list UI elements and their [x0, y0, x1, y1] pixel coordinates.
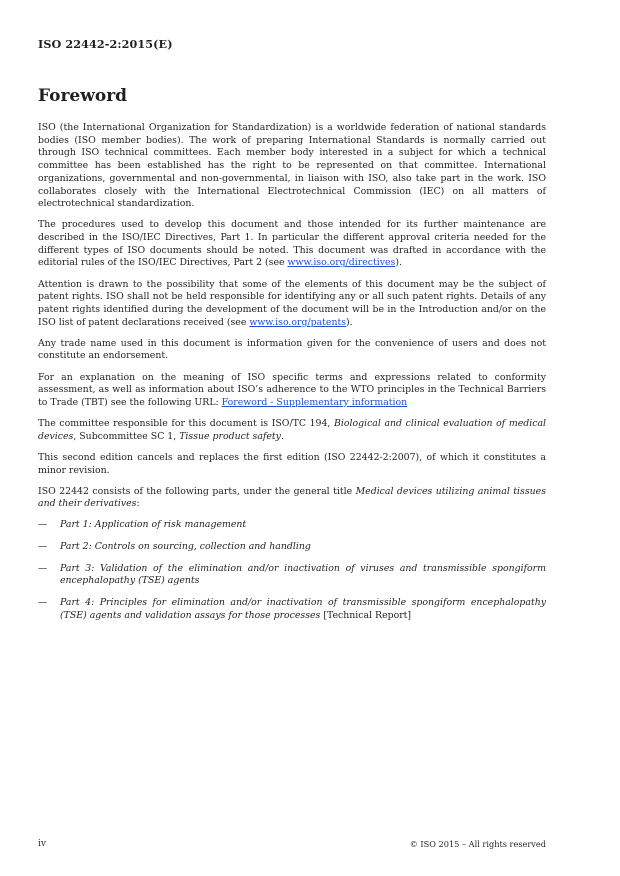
directives-link[interactable]: www.iso.org/directives: [287, 257, 396, 269]
list-item-text: [60, 563, 546, 588]
patents-link[interactable]: www.iso.org/patents: [249, 316, 347, 328]
paragraph-parts-intro: [38, 486, 546, 511]
document-id-header: ISO 22442-2:2015(E): [38, 37, 173, 51]
page-number: iv: [38, 839, 46, 849]
paragraph-iso-intro: ISO (the International Organization for Standardization) is a worldwide federation of national standards bodies (ISO member bodies). The work of preparing International Standards is normally carried out through ISO technical committees. Each member body interested in a subject for which a technical committee has been established has the right to be represented on that committee. International organizations, governmental and non-governmental, in liaison with ISO, also take part in the work. ISO collaborates closely with the International Electrotechnical Commission (IEC) on all matters of electrotechnical standardization.: [38, 122, 546, 210]
paragraph-text: :: [136, 498, 140, 510]
part-suffix: [Technical Report]: [320, 609, 412, 621]
list-item-text: [60, 541, 546, 554]
supplementary-info-link[interactable]: Foreword - Supplementary information: [221, 396, 408, 408]
subcommittee-name: Tissue product safety: [179, 430, 281, 442]
part-title: Part 2: Controls on sourcing, collection and handling: [60, 541, 311, 552]
list-item-text: [60, 519, 546, 532]
paragraph-text: .: [280, 430, 284, 442]
paragraph-procedures: [38, 219, 546, 270]
list-item: [38, 597, 546, 622]
general-title: Medical devices utilizing animal tissues and their derivatives: [38, 485, 546, 510]
em-dash-bullet: —: [38, 562, 48, 574]
paragraph-text: For an explanation on the meaning of ISO specific terms and expressions related to conformity assessment, as well as information about ISO’s adherence to the WTO principles in the Technical Barriers to Trade (TBT) see the following URL:: [38, 371, 546, 408]
list-item: [38, 563, 546, 588]
paragraph-trade-name: Any trade name used in this document is information given for the convenience of users and does not constitute an endorsement.: [38, 337, 546, 362]
part-title: Part 1: Application of risk management: [60, 519, 247, 531]
list-item: [38, 541, 546, 554]
list-item-text: [60, 597, 546, 622]
paragraph-text: Attention is drawn to the possibility that some of the elements of this document may be the subject of patent rights. ISO shall not be held responsible for identifying any or all such patent rights. Details of any patent rights identified during the development of the document will be in the Introduction and/or on the ISO list of patent declarations received (see: [38, 278, 546, 328]
paragraph-committee: [38, 418, 546, 443]
em-dash-bullet: —: [38, 596, 48, 608]
committee-name: Biological and clinical evaluation of medical devices: [38, 418, 546, 442]
paragraph-conformity: [38, 372, 546, 410]
page-title: Foreword: [38, 86, 128, 106]
paragraph-edition: This second edition cancels and replaces the first edition (ISO 22442-2:2007), of which it constitutes a minor revision.: [38, 451, 546, 476]
foreword-body: [38, 122, 546, 631]
part-title: Part 4: Principles for elimination and/or inactivation of transmissible spongiform encephalopathy (TSE) agents and validation assays for those processes: [60, 596, 546, 621]
paragraph-patents: [38, 279, 546, 330]
em-dash-bullet: —: [38, 541, 48, 552]
paragraph-text: ).: [395, 257, 402, 269]
paragraph-text: , Subcommittee SC 1,: [73, 430, 180, 442]
em-dash-bullet: —: [38, 519, 48, 531]
paragraph-text: ).: [346, 316, 353, 328]
paragraph-text: The procedures used to develop this document and those intended for its further maintenance are described in the ISO/IEC Directives, Part 1. In particular the different approval criteria needed for the different types of ISO documents should be noted. This document was drafted in accordance with the editorial rules of the ISO/IEC Directives, Part 2 (see: [38, 219, 546, 269]
paragraph-text: ISO 22442 consists of the following parts, under the general title: [38, 485, 356, 497]
paragraph-text: The committee responsible for this document is ISO/TC 194,: [38, 418, 334, 430]
list-item: [38, 519, 546, 532]
copyright-notice: © ISO 2015 – All rights reserved: [409, 839, 546, 849]
part-title: Part 3: Validation of the elimination and/or inactivation of viruses and transmissible spongiform encephalopathy (TSE) agents: [60, 562, 546, 587]
parts-list: [38, 519, 546, 622]
